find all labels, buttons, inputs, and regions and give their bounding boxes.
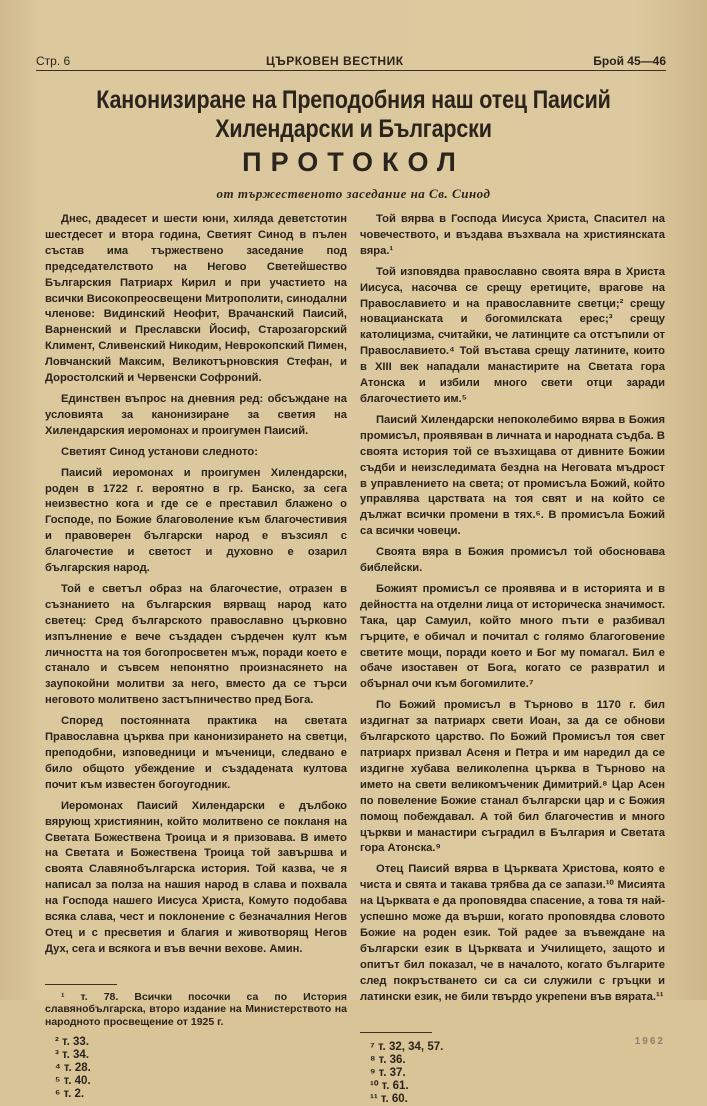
footnote: ⁸ т. 36. bbox=[370, 1053, 406, 1066]
footnote: ¹⁰ т. 61. bbox=[370, 1079, 409, 1092]
footnote-list bbox=[360, 1041, 665, 1106]
newspaper-title: ЦЪРКОВЕН ВЕСТНИК bbox=[266, 54, 404, 68]
paragraph: Според постоянната практика на светата Православна църква при канонизирането на светци, преподобни, изповедници и мъченици, следвано е било общото убеждение и създадената култова почит към известен богоугодник. bbox=[45, 715, 347, 791]
paragraph: По Божий промисъл в Търново в 1170 г. бил издигнат за патриарх свети Иоан, за да се обнови българското царство. По Божий Промисъл тоя свет патриарх призвал Асеня и Петра и им наредил да се издигне хубава великолепна църква в Търново на името на свети великомъченик Димитрий.⁸ Цар Асен по повеление Божие станал български цар и с Божия помощ побеждавал. А той бил благочестив и много църкви и манастири съградил в България и Светата гора Атонска.⁹ bbox=[360, 699, 665, 855]
footnote: ⁶ т. 2. bbox=[55, 1088, 85, 1101]
faded-stamp: 1962 bbox=[634, 1035, 665, 1047]
running-header bbox=[36, 52, 666, 71]
footnote-divider bbox=[360, 1032, 432, 1033]
page-number: Стр. 6 bbox=[36, 54, 71, 68]
right-column bbox=[360, 212, 665, 1106]
footnote: ⁹ т. 37. bbox=[370, 1066, 406, 1079]
footnote: ⁵ т. 40. bbox=[55, 1075, 91, 1088]
footnote-divider bbox=[45, 984, 117, 985]
footnote: ⁴ т. 28. bbox=[55, 1062, 91, 1075]
footnote: ¹¹ т. 60. bbox=[370, 1092, 408, 1105]
issue-number: Брой 45—46 bbox=[593, 54, 666, 68]
paragraph: Отец Паисий вярва в Църквата Христова, която е чиста и свята и такава трябва да се запази.¹⁰ Мисията на Църквата е да проповядва спасение, а това тя най-успешно може да върши, когато проповядва словото Божие на роден език. Той радее за въвеждане на български език в Църквата и Училището, защото и опитът бил показал, че в началото, когато българите след покръстването си са си служили с гръцки и латински език, не били твърдо укрепени във вярата.¹¹ bbox=[360, 863, 665, 1003]
paragraph: Единствен въпрос на дневния ред: обсъждане на условията за канонизиране за светия на Хилендарския иеромонах и проигумен Паисий. bbox=[45, 392, 347, 437]
paragraph: Паисий Хилендарски непоколебимо вярва в Божия промисъл, проявяван в личната и народната съдба. В своята история той се възхищава от дивните Божии съдби и неизследимата бездна на Неговата мъдрост в управлението на света; от промисъла Божий, който управлява царствата на тоя свят и на който се дължат всички промени в тях.⁶. В промисъла Божий са всички човеци. bbox=[360, 413, 665, 538]
footnote: ² т. 33. bbox=[55, 1036, 90, 1049]
paragraph: Той е светъл образ на благочестие, отразен в съзнанието на българския вярващ народ като светец: Сред българското православно църковно изпълнение е вече създаден сърдечен култ към личността на тоя богопросветен мъж, поради което е станало и съвсем непонятно произнасянето на заупокойни молитви за него, вместо да се търси неговото молитвено застъпничество пред Бога. bbox=[45, 582, 347, 707]
paragraph: Той изповядва православно своята вяра в Христа Иисуса, насочва се срещу еретиците, врагове на Православието и на православните светци;² срещу новацианската и богомилската ерес;³ срещу католицизма, считайки, че латинците са отстъпили от Православието.⁴ Той въстава срещу латините, които в XIII век нападали манастирите на Светата гора Атонска и избили много свети отци заради благочестието им.⁵ bbox=[360, 265, 665, 405]
footnote-list bbox=[45, 1036, 347, 1101]
paragraph: Светият Синод установи следното: bbox=[61, 445, 258, 458]
footnote: ¹ т. 78. Всички посочки са по История славянобългарска, второ издание на Министерството на народното просвещение от 1925 г. bbox=[45, 990, 347, 1028]
paragraph: Божият промисъл се проявява и в историята и в дейността на отделни лица от историческа значимост. Така, цар Самуил, който много пъти е разбивал гърците, е обичал и почитал с голямо благоговение светите мощи, поради което и Бог му помагал. Бил е обаче изоставен от Бога, когато се развратил и обърнал очи към богомилите.⁷ bbox=[360, 582, 665, 691]
paragraph: Паисий иеромонах и проигумен Хилендарски, роден в 1722 г. вероятно в гр. Банско, за сега неизвестно кога и где се е преставил блажено о Господе, по Божие благоволение към благочестивия и правоверен български народ е възсиял с благочестие и светост и духовно е озарил българския народ. bbox=[45, 466, 347, 575]
left-column bbox=[45, 212, 347, 1101]
title-line-2: Хилендарски и Български bbox=[215, 115, 492, 143]
article-title bbox=[49, 86, 657, 144]
heading: ПРОТОКОЛ bbox=[242, 147, 465, 177]
paragraph: Днес, двадесет и шести юни, хиляда деветстотин шестдесет и втора година, Светият Синод в пълен състав има тържествено заседание под председателството на Негово Светейшество Българския Патриарх Кирил и при участието на всички Високопреосвещени Митрополити, синодални членове: Видинский Неофит, Врачанский Паисий, Варненский и Преславски Йосиф, Старозагорский Климент, Сливенский Никодим, Неврокопский Пимен, Ловчанский Максим, Великотърновския Стефан, и Доростолский и Червенски Софроний. bbox=[45, 213, 347, 385]
title-line-1: Канонизиране на Преподобния наш отец Паисий bbox=[96, 86, 611, 114]
footnote: ³ т. 34. bbox=[55, 1049, 90, 1062]
footnote: ⁷ т. 32, 34, 57. bbox=[370, 1040, 444, 1053]
paragraph: Иеромонах Паисий Хилендарски е дълбоко вярующ християнин, който молитвено се покланя на Светата Божествена Троица и я призовава. В името на Светата и Божествена Троица той завършва и своята Славянобългарска история. Той казва, че я написал за полза на нашия народ в слава и похвала на Господа нашего Иисуса Христа, Комуто подобава всяка слава, чест и поклонение с безначалния Негов Отец и с пресветия и благия и животворящ Негов Дух, сега и всякога и във вечни вехове. Амин. bbox=[45, 799, 347, 955]
paragraph: Своята вяра в Божия промисъл той обосновава библейски. bbox=[360, 546, 665, 575]
paragraph: Той вярва в Господа Иисуса Христа, Спасител на човечеството, и въздава възхвала на християнската вяра.¹ bbox=[360, 213, 665, 257]
subheading: от тържественото заседание на Св. Синод bbox=[216, 186, 491, 201]
